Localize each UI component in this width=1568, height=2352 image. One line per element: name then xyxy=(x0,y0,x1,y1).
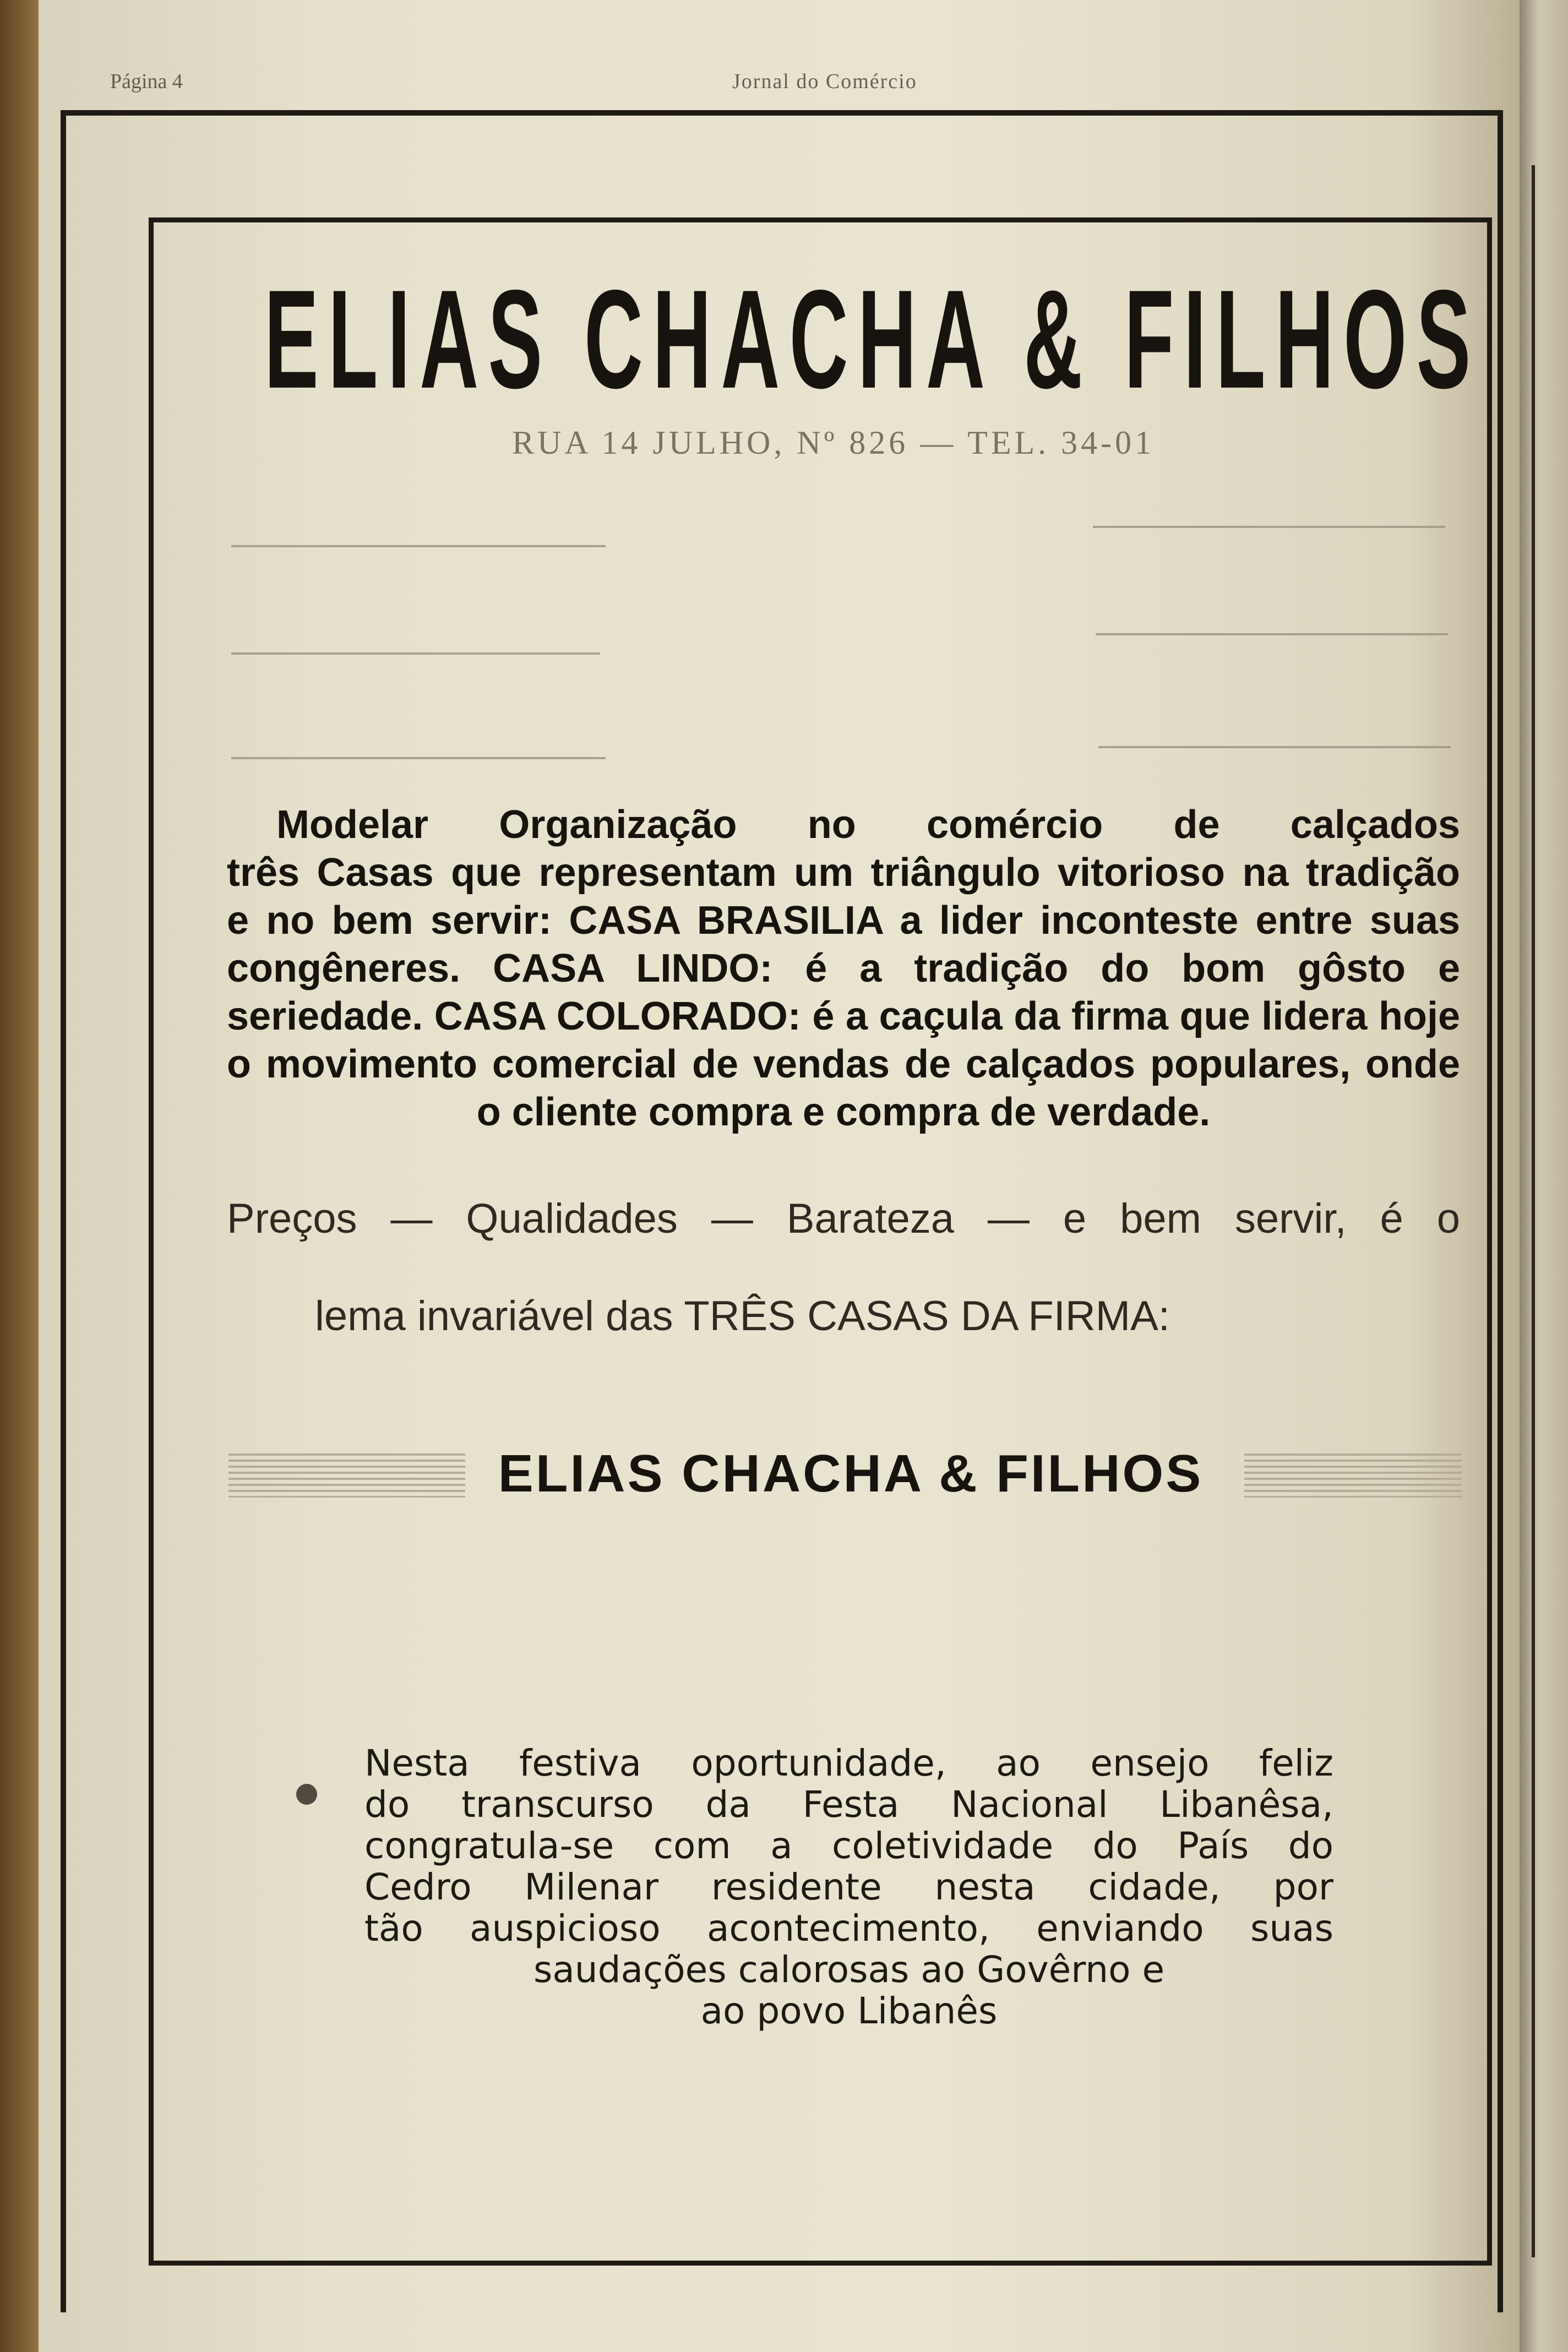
greeting-line: Cedro Milenar residente nesta cidade, por xyxy=(364,1866,1333,1908)
advert-signature: ELIAS CHACHA & FILHOS xyxy=(498,1444,1204,1503)
journal-name: Jornal do Comércio xyxy=(732,70,917,93)
bullet-icon xyxy=(296,1784,317,1805)
slogan-line: Preços — Qualidades — Barateza — e bem servir, é o xyxy=(227,1195,1460,1242)
adjacent-page-rule xyxy=(1532,165,1535,2257)
greeting-line: ao povo Libanês xyxy=(700,1990,998,2032)
body-line: três Casas que representam um triângulo vitorioso na tradição xyxy=(227,851,1460,895)
running-header xyxy=(105,65,1509,98)
body-line: congêneres. CASA LINDO: é a tradição do bom gôsto e xyxy=(227,946,1460,990)
greeting-line: Nesta festiva oportunidade, ao ensejo feliz xyxy=(364,1742,1333,1784)
advert-address: RUA 14 JULHO, Nº 826 — TEL. 34-01 xyxy=(512,424,1155,461)
blank-rule xyxy=(1098,746,1451,748)
advert-title: ELIAS CHACHA & FILHOS xyxy=(264,261,1480,418)
greeting-line: congratula-se com a coletividade do País do xyxy=(364,1825,1333,1867)
decorative-ribbon-right xyxy=(1244,1453,1462,1498)
body-line: o movimento comercial de vendas de calçados populares, onde xyxy=(227,1042,1460,1086)
blank-rule xyxy=(231,757,606,759)
blank-rule xyxy=(231,652,600,655)
body-line: o cliente compra e compra de verdade. xyxy=(476,1090,1211,1134)
advert-slogan xyxy=(227,1195,1460,1340)
advert-body xyxy=(227,801,1460,1136)
adjacent-page-edge xyxy=(1520,0,1568,2352)
blank-rule xyxy=(231,545,606,547)
decorative-ribbon-left xyxy=(228,1453,465,1498)
greeting-line: tão auspicioso acontecimento, enviando suas xyxy=(364,1907,1333,1950)
greeting-text xyxy=(364,1743,1333,2032)
body-line: e no bem servir: CASA BRASILIA a lider inconteste entre suas xyxy=(227,899,1460,943)
greeting-line: do transcurso da Festa Nacional Libanêsa, xyxy=(364,1783,1333,1826)
body-line: Modelar Organização no comércio de calçados xyxy=(276,803,1460,847)
blank-rule xyxy=(1093,526,1445,528)
body-line: seriedade. CASA COLORADO: é a caçula da firma que lidera hoje xyxy=(227,994,1460,1038)
slogan-line: lema invariável das TRÊS CASAS DA FIRMA: xyxy=(315,1293,1170,1340)
page-number: Página 4 xyxy=(110,70,183,93)
blank-rule xyxy=(1096,633,1448,635)
greeting-line: saudações calorosas ao Govêrno e xyxy=(533,1948,1165,1991)
